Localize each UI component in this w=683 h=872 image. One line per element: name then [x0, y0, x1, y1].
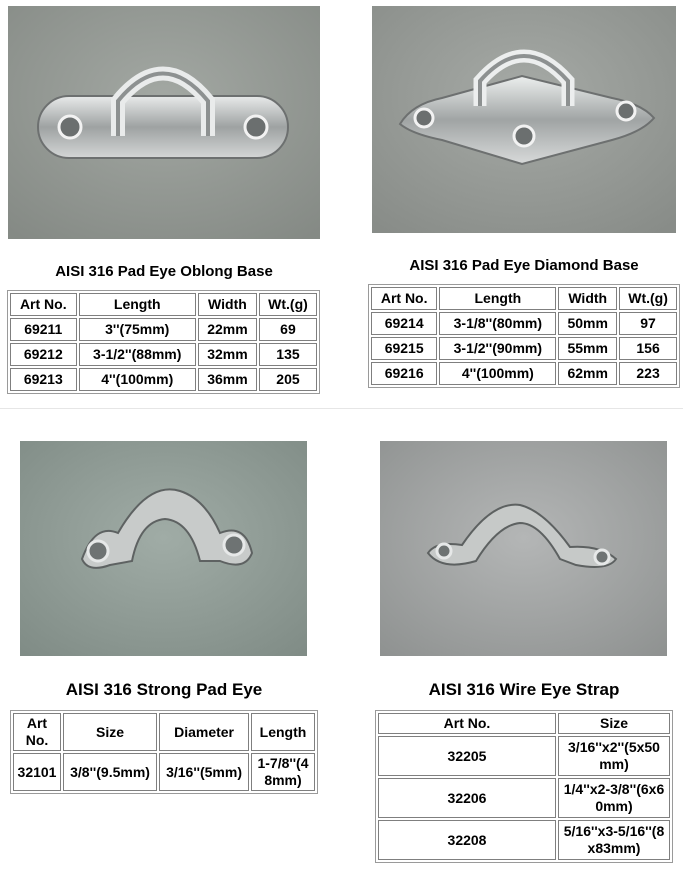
cell-art-no: 69215	[371, 337, 437, 360]
header-size: Size	[63, 713, 157, 751]
table-row	[10, 318, 317, 341]
header-diameter: Diameter	[159, 713, 249, 751]
header-weight: Wt.(g)	[619, 287, 677, 310]
section-divider	[0, 408, 683, 409]
cell-art-no: 69214	[371, 312, 437, 335]
cell-size: 1/4''x2-3/8''(6x60mm)	[558, 778, 670, 818]
wire-eye-strap-icon	[380, 441, 667, 656]
cell-weight: 205	[259, 368, 317, 391]
cell-size: 3/16''x2''(5x50mm)	[558, 736, 670, 776]
pad-eye-diamond-photo	[372, 6, 676, 233]
cell-width: 55mm	[558, 337, 617, 360]
cell-length: 4''(100mm)	[439, 362, 556, 385]
cell-size: 5/16''x3-5/16''(8x83mm)	[558, 820, 670, 860]
table-row	[13, 753, 315, 791]
header-width: Width	[198, 293, 257, 316]
cell-weight: 97	[619, 312, 677, 335]
header-length: Length	[251, 713, 315, 751]
header-weight: Wt.(g)	[259, 293, 317, 316]
table-row	[10, 343, 317, 366]
strong-pad-eye-icon	[20, 441, 307, 656]
header-art-no: Art No.	[378, 713, 556, 734]
product-title-diamond: AISI 316 Pad Eye Diamond Base	[409, 257, 639, 274]
cell-length: 4''(100mm)	[79, 368, 196, 391]
cell-art-no: 32208	[378, 820, 556, 860]
product-title-oblong: AISI 316 Pad Eye Oblong Base	[55, 263, 273, 280]
spec-table-oblong	[7, 290, 320, 394]
product-title-strong: AISI 316 Strong Pad Eye	[65, 680, 263, 699]
table-row	[10, 368, 317, 391]
cell-length: 3-1/2''(88mm)	[79, 343, 196, 366]
pad-eye-diamond-icon	[372, 6, 676, 233]
cell-art-no: 32206	[378, 778, 556, 818]
pad-eye-oblong-icon	[8, 6, 320, 239]
cell-width: 62mm	[558, 362, 617, 385]
table-header-row	[378, 713, 670, 734]
cell-art-no: 69212	[10, 343, 77, 366]
cell-width: 32mm	[198, 343, 257, 366]
cell-width: 22mm	[198, 318, 257, 341]
cell-length: 3-1/8''(80mm)	[439, 312, 556, 335]
cell-art-no: 32101	[13, 753, 61, 791]
cell-weight: 135	[259, 343, 317, 366]
spec-table-wire-strap	[375, 710, 673, 863]
cell-art-no: 69213	[10, 368, 77, 391]
header-width: Width	[558, 287, 617, 310]
cell-width: 36mm	[198, 368, 257, 391]
cell-art-no: 32205	[378, 736, 556, 776]
header-size: Size	[558, 713, 670, 734]
table-header-row	[371, 287, 677, 310]
spec-table-strong	[10, 710, 318, 794]
cell-length: 1-7/8''(48mm)	[251, 753, 315, 791]
header-length: Length	[439, 287, 556, 310]
table-row	[371, 312, 677, 335]
cell-length: 3-1/2''(90mm)	[439, 337, 556, 360]
header-length: Length	[79, 293, 196, 316]
spec-table-diamond	[368, 284, 680, 388]
table-row	[378, 778, 670, 818]
cell-size: 3/8''(9.5mm)	[63, 753, 157, 791]
table-row	[371, 337, 677, 360]
pad-eye-oblong-photo	[8, 6, 320, 239]
table-row	[378, 820, 670, 860]
table-header-row	[13, 713, 315, 751]
cell-art-no: 69216	[371, 362, 437, 385]
cell-diameter: 3/16''(5mm)	[159, 753, 249, 791]
header-art-no: Art No.	[10, 293, 77, 316]
cell-length: 3''(75mm)	[79, 318, 196, 341]
table-row	[371, 362, 677, 385]
header-art-no: Art No.	[13, 713, 61, 751]
table-header-row	[10, 293, 317, 316]
cell-art-no: 69211	[10, 318, 77, 341]
strong-pad-eye-photo	[20, 441, 307, 656]
product-title-wire-strap: AISI 316 Wire Eye Strap	[428, 680, 620, 699]
cell-weight: 223	[619, 362, 677, 385]
table-row	[378, 736, 670, 776]
wire-eye-strap-photo	[380, 441, 667, 656]
cell-weight: 156	[619, 337, 677, 360]
header-art-no: Art No.	[371, 287, 437, 310]
cell-weight: 69	[259, 318, 317, 341]
cell-width: 50mm	[558, 312, 617, 335]
